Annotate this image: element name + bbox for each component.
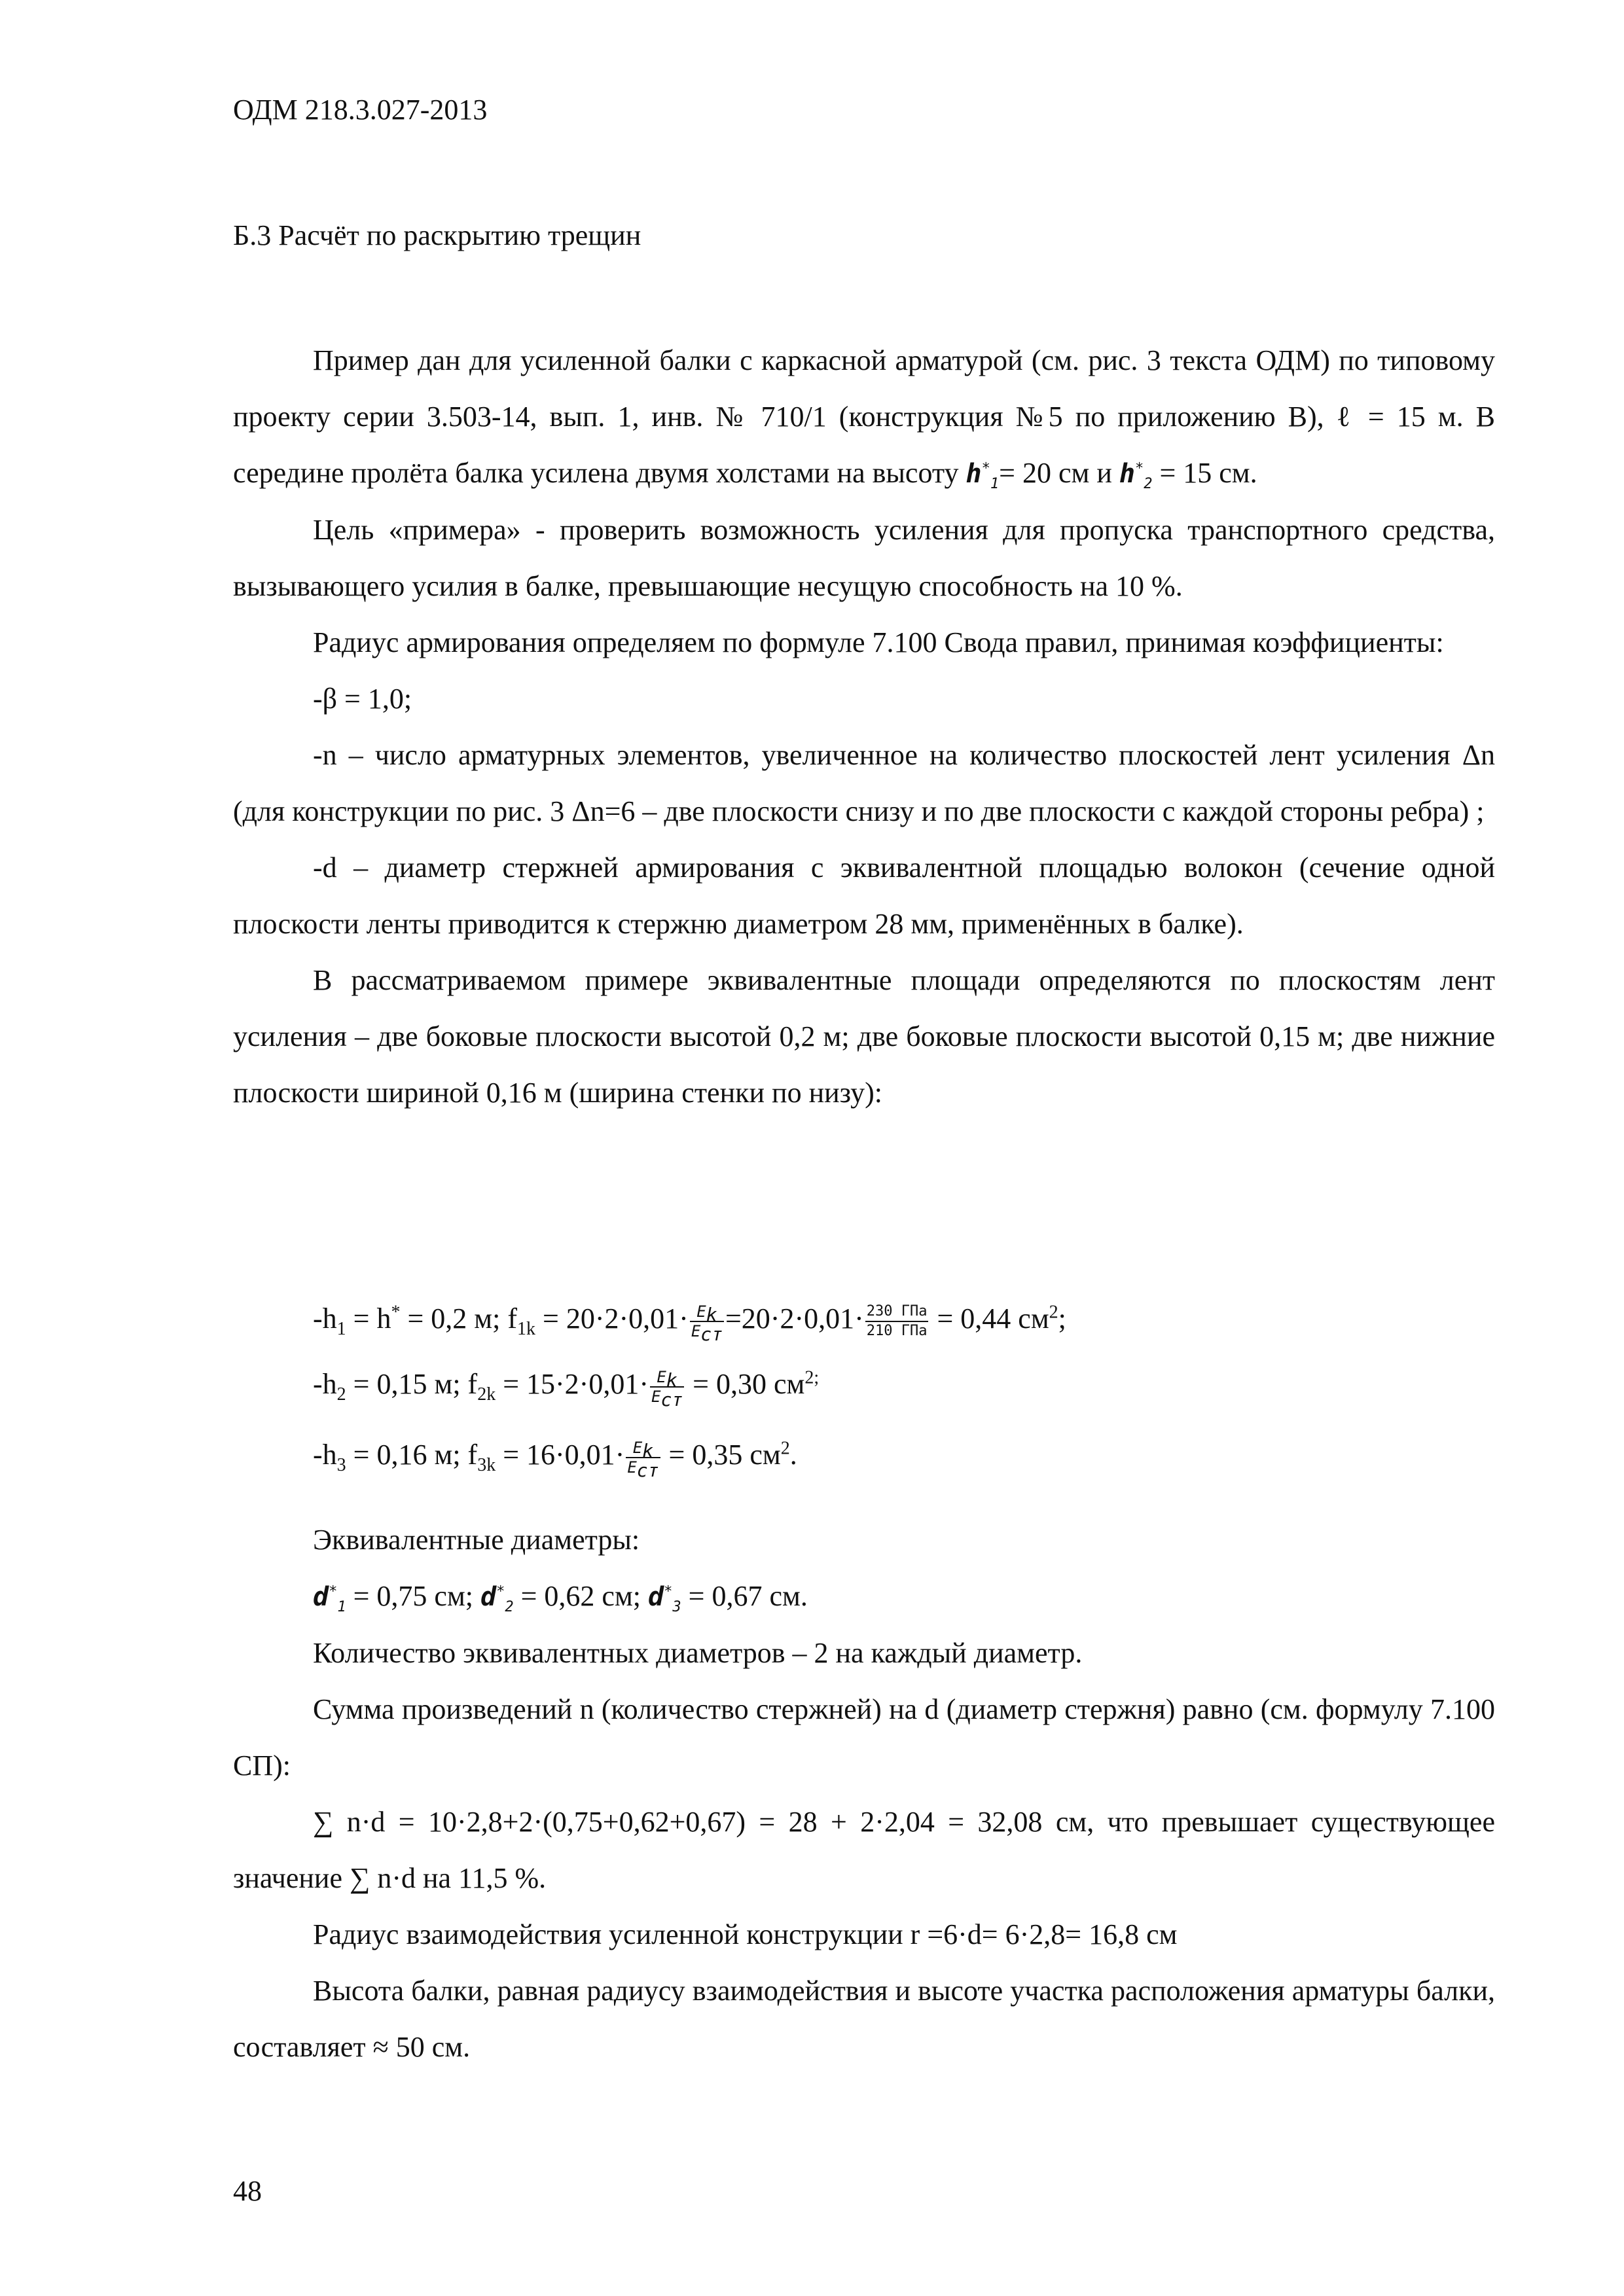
math-d3: $d^*_3$ (648, 1582, 681, 1615)
fraction-ek-est: $\frac{E_k}{E_{ст}}$ (691, 1302, 723, 1345)
section-title: Б.3 Расчёт по раскрытию трещин (233, 219, 641, 251)
body-block-1 (233, 332, 1495, 1121)
formula-block (233, 1291, 1495, 1483)
item-n: -n – число арматурных элементов, увеличенное на количество плоскостей лент усиления Δn (для конструкции по рис. 3 Δn=6 – две плоскости снизу и по две плоскости с каждой стороны ребра) ; (233, 739, 1495, 827)
document-header: ОДМ 218.3.027-2013 (233, 94, 488, 126)
fraction-ek-est: $\frac{E_k}{E_{ст}}$ (651, 1367, 683, 1410)
item-d: -d – диаметр стержней армирования с эквивалентной площадью волокон (сечение одной плоскости ленты приводится к стержню диаметром 28 мм, применённых в балке). (233, 852, 1495, 940)
fraction-gpa: $\frac{\text{230 ГПа}}{\text{210 ГПа}}$ (866, 1302, 928, 1339)
paragraph-diameter-values: $d^*_1 = 0,75$ см; $d^*_2 = 0,62$ см; $d^*_3 = 0,67$ см. (313, 1580, 808, 1615)
paragraph-sum: Сумма произведений n (количество стержней) на d (диаметр стержня) равно (см. формулу 7.100 СП): (233, 1693, 1495, 1782)
math-d1: $d^*_1$ (313, 1582, 346, 1615)
body-block-2 (233, 1512, 1495, 2075)
math-h2: $h^*_2$ (1119, 459, 1153, 492)
paragraph-count: Количество эквивалентных диаметров – 2 на каждый диаметр. (313, 1637, 1083, 1669)
math-d2: $d^*_2$ (480, 1582, 514, 1615)
item-beta: -β = 1,0; (313, 683, 412, 715)
formula-f1: $-h_1 = h^* = 0,2$ м; $f_{1k} = 20\cdot 2\cdot 0,01\cdot$ $\frac{E_k}{E_{ст}}$ =20·2·0,01· $\frac{\text{230 ГПа}}{\text{210 ГПа}}$ = 0,44 $см^2$; (313, 1302, 1066, 1345)
math-h1: $h^*_1$ (965, 459, 1000, 492)
paragraph-interaction-radius: Радиус взаимодействия усиленной конструкции r =6·d= 6·2,8= 16,8 см (313, 1918, 1178, 1950)
paragraph-eq-diameters: Эквивалентные диаметры: (313, 1524, 640, 1556)
paragraph-sum-formula: ∑ n·d = 10·2,8+2·(0,75+0,62+0,67) = 28 + 2·2,04 = 32,08 см, что превышает существующее значение ∑ n·d на 11,5 %. (233, 1806, 1495, 1894)
fraction-ek-est: $\frac{E_k}{E_{ст}}$ (627, 1438, 659, 1481)
paragraph-goal: Цель «примера» - проверить возможность усиления для пропуска транспортного средства, вызывающего усилия в балке, превышающие несущую способность на 10 %. (233, 514, 1495, 602)
formula-f3: $-h_3 = 0,16$ м; $f_{3k} = 16\cdot 0,01\cdot$ $\frac{E_k}{E_{ст}}$ = 0,35 $см^2$. (313, 1438, 797, 1481)
paragraph-radius: Радиус армирования определяем по формуле 7.100 Свода правил, принимая коэффициенты: (313, 626, 1444, 658)
paragraph-equivalent-areas: В рассматриваемом примере эквивалентные площади определяются по плоскостям лент усиления – две боковые плоскости высотой 0,2 м; две боковые плоскости высотой 0,15 м; две нижние плоскости шириной 0,16 м (ширина стенки по низу): (233, 964, 1495, 1109)
page-number: 48 (233, 2175, 262, 2207)
paragraph-beam-height: Высота балки, равная радиусу взаимодействия и высоте участка расположения арматуры балки, составляет ≈ 50 см. (233, 1975, 1495, 2063)
formula-f2: $-h_2 = 0,15$ м; $f_{2k} = 15\cdot 2\cdot 0,01\cdot$ $\frac{E_k}{E_{ст}}$ = 0,30 $см^{2;}$ (313, 1367, 820, 1410)
paragraph-example: Пример дан для усиленной балки с каркасной арматурой (см. рис. 3 текста ОДМ) по типовому проекту серии 3.503-14, вып. 1, инв. № 710/1 (конструкция №5 по приложению В), ℓ = 15 м. В середине пролёта балка усилена двумя холстами на высоту $h^*_1= 20$ см и $h^*_2 = 15$ см. (233, 344, 1495, 492)
